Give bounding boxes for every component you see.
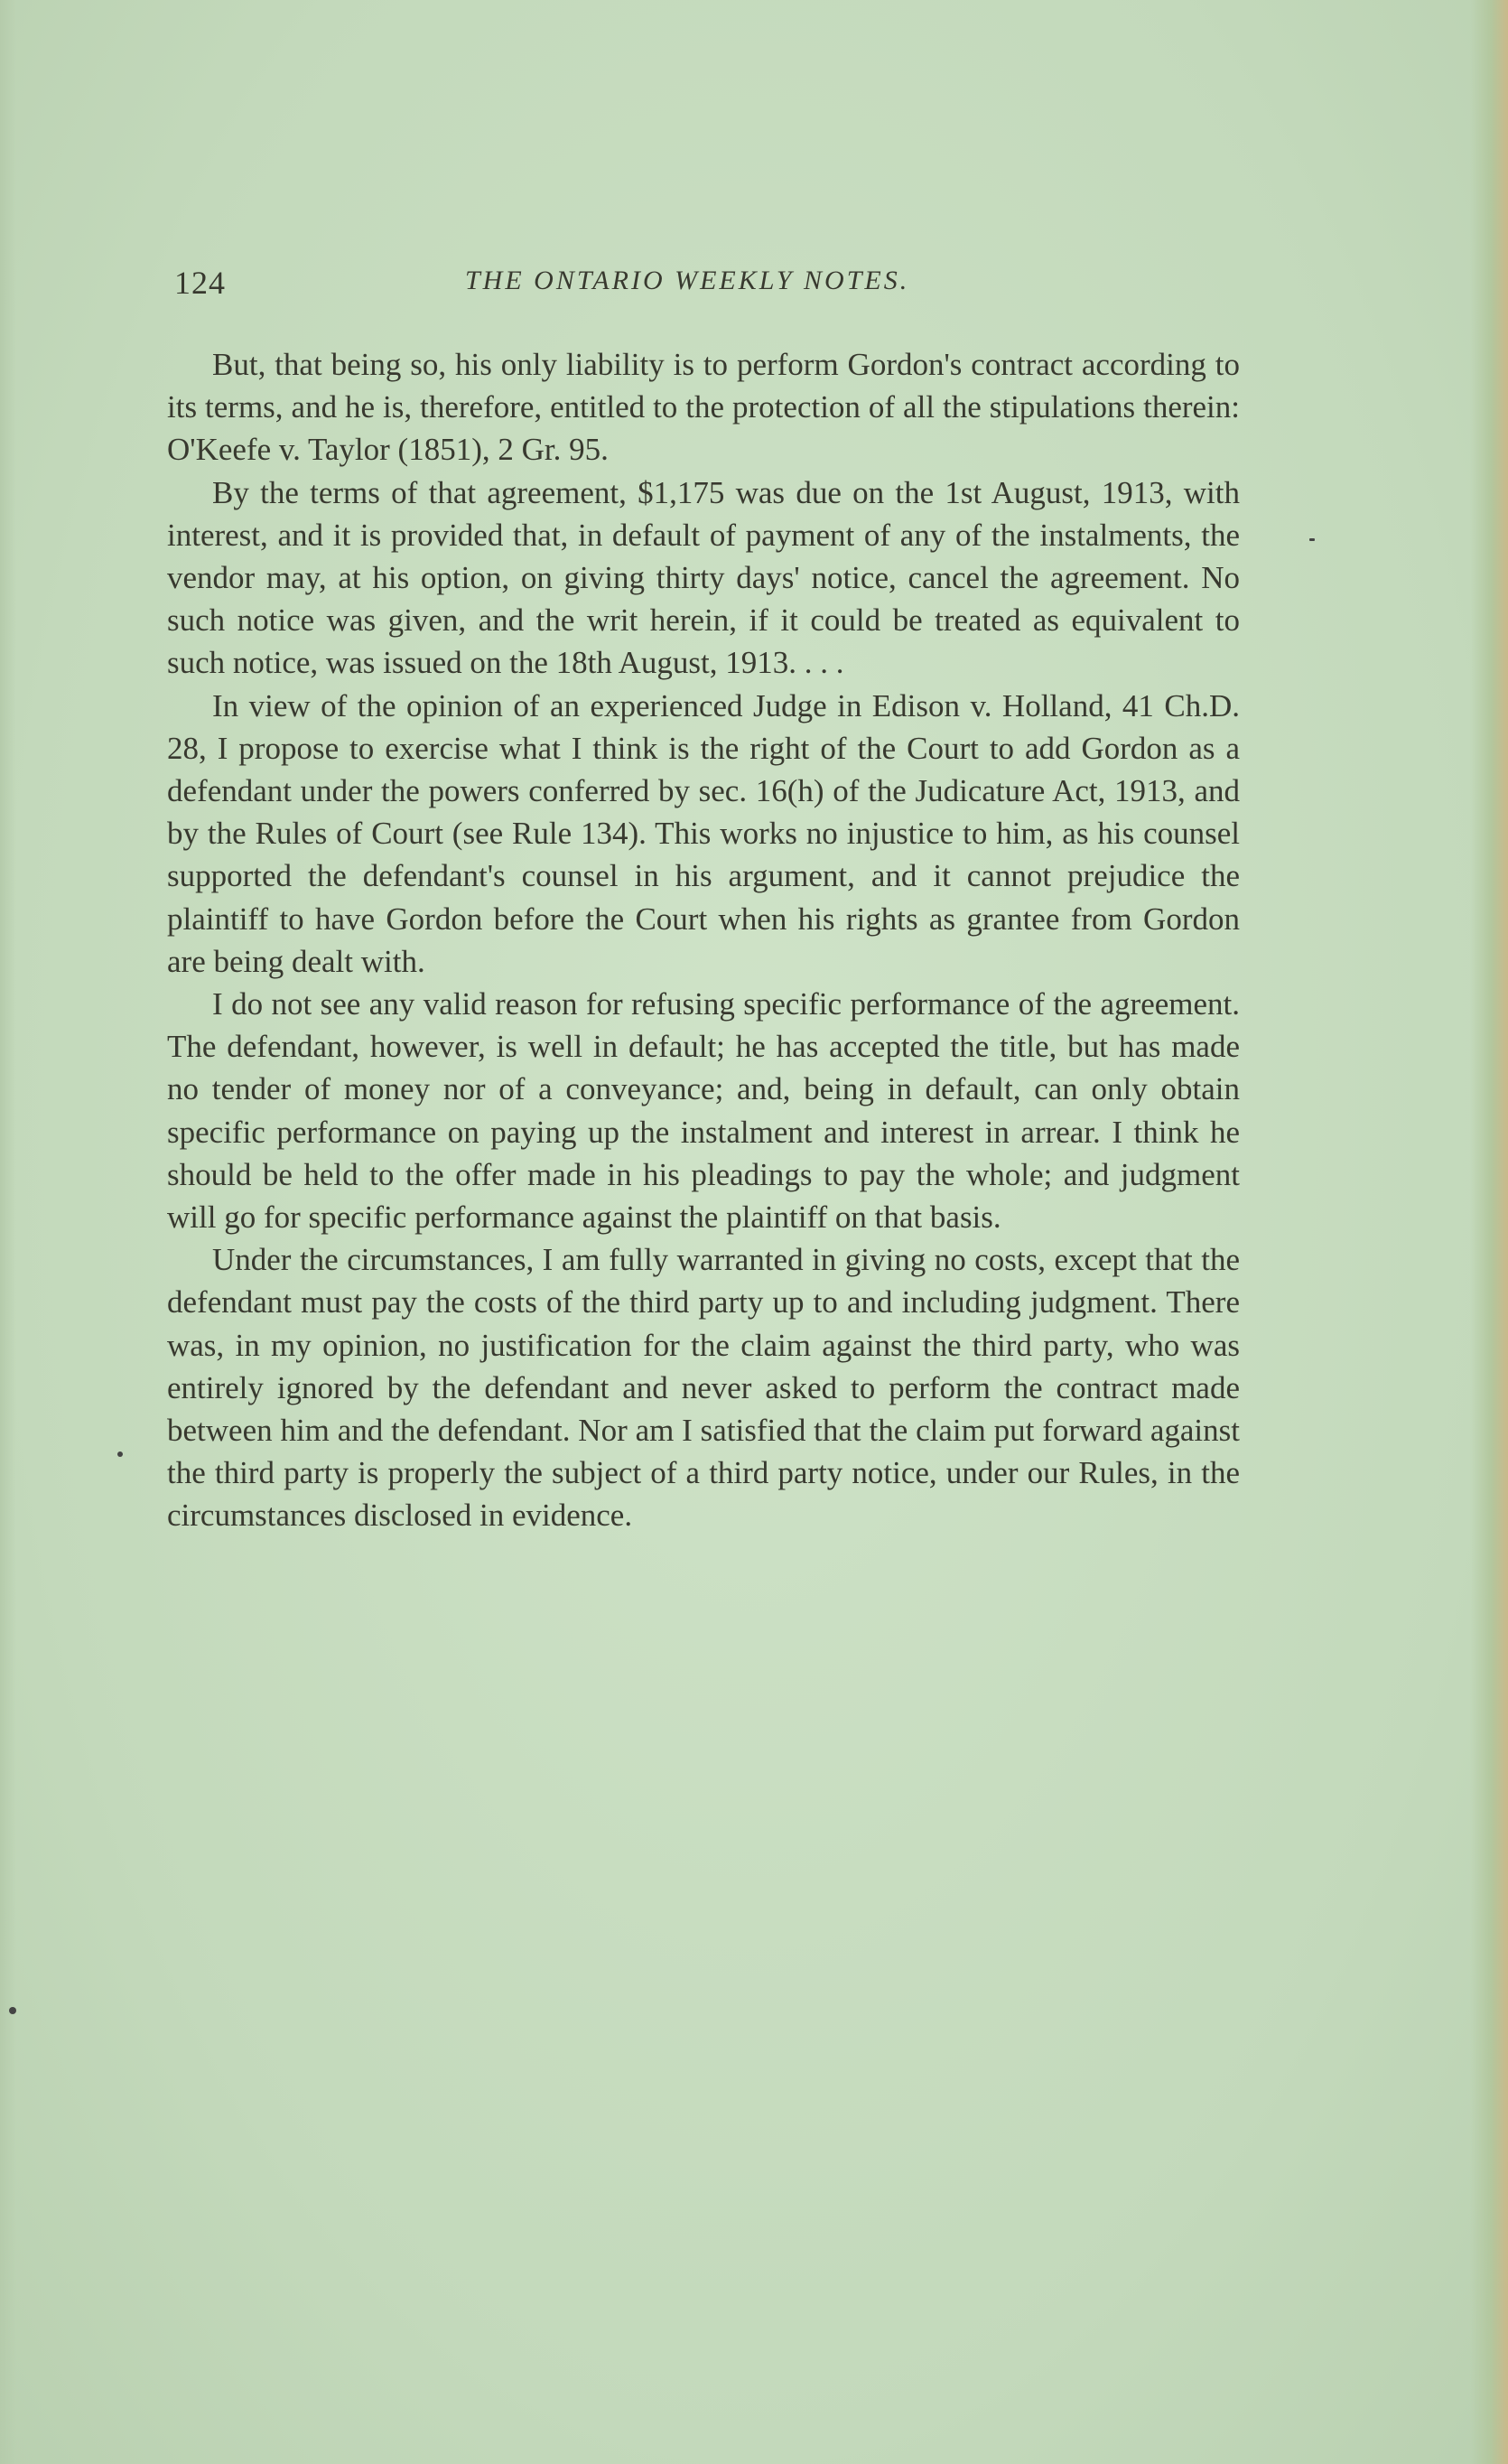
paragraph: In view of the opinion of an experienced Judge in Edison v. Holland, 41 Ch.D. 28, I propose to exercise what I think is the right of the Court to add Gordon as a defendant under the powers conferred by sec. 16(h) of the Judicature Act, 1913, and by the Rules of Court (see Rule 134). This works no injustice to him, as his counsel supported the defendant's counsel in his argument, and it cannot prejudice the plaintiff to have Gordon before the Court when his rights as grantee from Gordon are being dealt with. (167, 687, 1240, 979)
ink-speck (117, 1451, 123, 1457)
page-right-edge (1470, 0, 1508, 2464)
body-text (167, 343, 1240, 1537)
paragraph: I do not see any valid reason for refusing specific performance of the agreement. The defendant, however, is well in default; he has accepted the title, but has made no tender of money nor of a conveyance; and, being in default, can only obtain specific performance on paying up the instalment and interest in arrear. I think he should be held to the offer made in his pleadings to pay the whole; and judgment will go for specific performance against the plaintiff on that basis. (167, 986, 1240, 1236)
page-number: 124 (174, 265, 226, 301)
ink-speck (1309, 538, 1315, 541)
page-header (174, 264, 1258, 309)
paragraph: But, that being so, his only liability is to perform Gordon's contract according to its terms, and he is, therefore, entitled to the protection of all the stipulations therein: O'Keefe v. Taylor (1851), 2 Gr. 95. (167, 347, 1240, 468)
running-head: THE ONTARIO WEEKLY NOTES. (465, 266, 910, 295)
page-left-edge (0, 0, 16, 2464)
paragraph: Under the circumstances, I am fully warranted in giving no costs, except that the defendant must pay the costs of the third party up to and including judgment. There was, in my opinion, no justification for the claim against the third party, who was entirely ignored by the defendant and never asked to perform the contract made between him and the defendant. Nor am I satisfied that the claim put forward against the third party is properly the subject of a third party notice, under our Rules, in the circumstances disclosed in evidence. (167, 1242, 1240, 1534)
ink-speck (9, 2007, 16, 2014)
paragraph: By the terms of that agreement, $1,175 was due on the 1st August, 1913, with interest, and it is provided that, in default of payment of any of the instalments, the vendor may, at his option, on giving thirty days' notice, cancel the agreement. No such notice was given, and the writ herein, if it could be treated as equivalent to such notice, was issued on the 18th August, 1913. . . . (167, 474, 1240, 681)
